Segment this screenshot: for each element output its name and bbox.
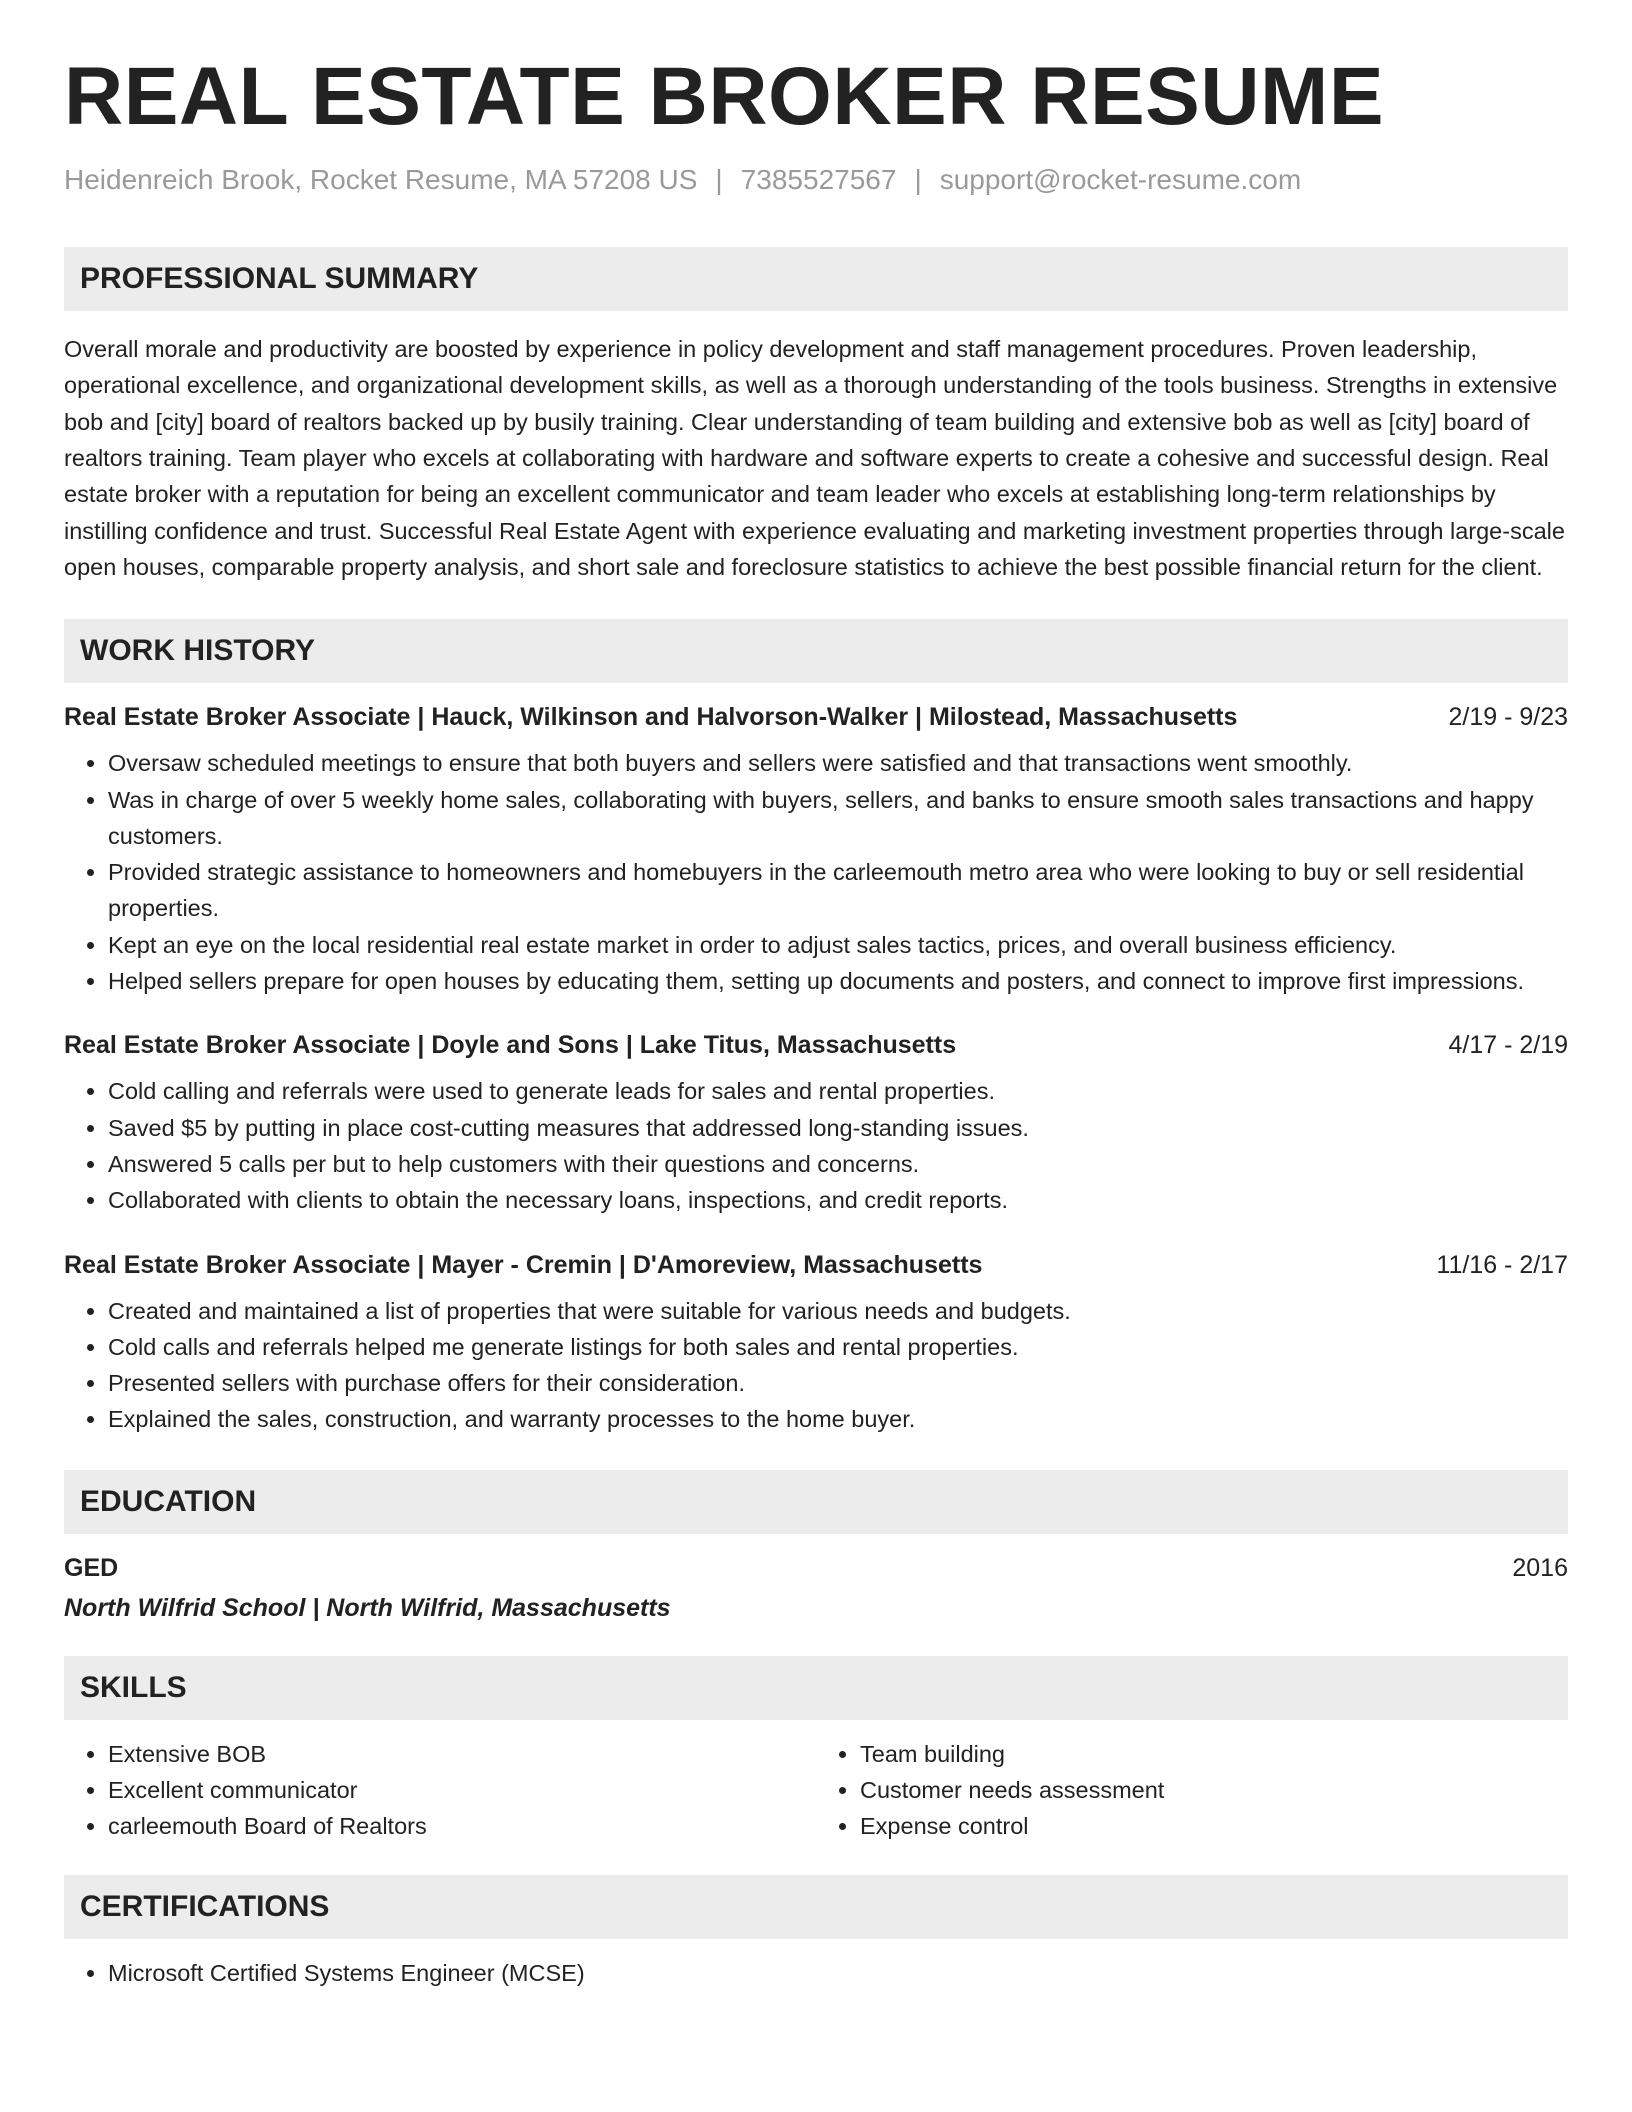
certifications-list (64, 1955, 1568, 1991)
job-entry (64, 1029, 1568, 1218)
job-title: Real Estate Broker Associate | Hauck, Wilkinson and Halvorson-Walker | Milostead, Massachusetts (64, 703, 1238, 732)
job-entry (64, 701, 1568, 999)
job-header (64, 1029, 1568, 1061)
list-item: • Presented sellers with purchase offers for their consideration. (108, 1365, 1568, 1401)
education-school: North Wilfrid School | North Wilfrid, Massachusetts (64, 1593, 671, 1622)
summary-text: Overall morale and productivity are boosted by experience in policy development and staff management procedures. Proven leadership, operational excellence, and organizational development skills, as well as a thorough understanding of the tools business. Strengths in extensive bob and [city] board of realtors backed up by busily training. Clear understanding of team building and extensive bob as well as [city] board of realtors training. Team player who excels at collaborating with hardware and software experts to create a cohesive and successful design. Real estate broker with a reputation for being an excellent communicator and team leader who excels at establishing long-term relationships by instilling confidence and trust. Successful Real Estate Agent with experience evaluating and marketing investment properties through large-scale open houses, comparable property analysis, and short sale and foreclosure statistics to achieve the best possible financial return for the client. (64, 336, 1565, 580)
section-heading-summary: PROFESSIONAL SUMMARY (64, 247, 1568, 311)
list-item: • Created and maintained a list of properties that were suitable for various needs and budgets. (108, 1293, 1568, 1329)
list-item: • Provided strategic assistance to homeowners and homebuyers in the carleemouth metro area who were looking to buy or sell residential properties. (108, 854, 1568, 927)
job-header (64, 701, 1568, 733)
skills-column-left (64, 1736, 816, 1845)
list-item: • Was in charge of over 5 weekly home sales, collaborating with buyers, sellers, and banks to ensure smooth sales transactions and happy customers. (108, 782, 1568, 855)
skills-column-right (816, 1736, 1568, 1845)
list-item: • Saved $5 by putting in place cost-cutting measures that addressed long-standing issues. (108, 1110, 1568, 1146)
list-item: • carleemouth Board of Realtors (108, 1808, 816, 1844)
skills-grid (64, 1736, 1568, 1845)
list-item: • Oversaw scheduled meetings to ensure that both buyers and sellers were satisfied and that transactions went smoothly. (108, 745, 1568, 781)
education-header (64, 1552, 1568, 1584)
resume-title: REAL ESTATE BROKER RESUME (64, 51, 1385, 142)
list-item: • Answered 5 calls per but to help customers with their questions and concerns. (108, 1146, 1568, 1182)
list-item: • Microsoft Certified Systems Engineer (MCSE) (108, 1955, 1568, 1991)
education-degree: GED (64, 1553, 119, 1582)
list-item: • Team building (860, 1736, 1568, 1772)
section-heading-certifications: CERTIFICATIONS (64, 1875, 1568, 1939)
job-bullets (64, 1073, 1568, 1218)
contact-line (64, 164, 1568, 196)
job-dates: 2/19 - 9/23 (1448, 703, 1568, 732)
job-bullets (64, 1293, 1568, 1438)
list-item: • Helped sellers prepare for open houses by educating them, setting up documents and posters, and connect to improve first impressions. (108, 963, 1568, 999)
list-item: • Extensive BOB (108, 1736, 816, 1772)
list-item: • Cold calling and referrals were used to generate leads for sales and rental properties. (108, 1073, 1568, 1109)
contact-phone: 7385527567 (740, 164, 897, 196)
list-item: • Customer needs assessment (860, 1772, 1568, 1808)
job-title: Real Estate Broker Associate | Doyle and Sons | Lake Titus, Massachusetts (64, 1031, 957, 1060)
list-item: • Collaborated with clients to obtain the necessary loans, inspections, and credit reports. (108, 1182, 1568, 1218)
job-bullets (64, 745, 1568, 999)
contact-separator: | (914, 164, 922, 196)
job-header (64, 1249, 1568, 1281)
section-heading-education: EDUCATION (64, 1470, 1568, 1534)
education-entry (64, 1552, 1568, 1624)
education-year: 2016 (1512, 1553, 1568, 1582)
contact-email: support@rocket-resume.com (939, 164, 1302, 196)
section-heading-skills: SKILLS (64, 1656, 1568, 1720)
list-item: • Excellent communicator (108, 1772, 816, 1808)
section-heading-work-history: WORK HISTORY (64, 619, 1568, 683)
job-dates: 4/17 - 2/19 (1448, 1031, 1568, 1060)
job-dates: 11/16 - 2/17 (1436, 1250, 1568, 1279)
list-item: • Expense control (860, 1808, 1568, 1844)
contact-address: Heidenreich Brook, Rocket Resume, MA 57208 US (64, 164, 698, 196)
list-item: • Explained the sales, construction, and warranty processes to the home buyer. (108, 1401, 1568, 1437)
list-item: • Cold calls and referrals helped me generate listings for both sales and rental properties. (108, 1329, 1568, 1365)
job-entry (64, 1249, 1568, 1438)
job-title: Real Estate Broker Associate | Mayer - Cremin | D'Amoreview, Massachusetts (64, 1250, 983, 1279)
list-item: • Kept an eye on the local residential real estate market in order to adjust sales tactics, prices, and overall business efficiency. (108, 927, 1568, 963)
contact-separator: | (715, 164, 723, 196)
